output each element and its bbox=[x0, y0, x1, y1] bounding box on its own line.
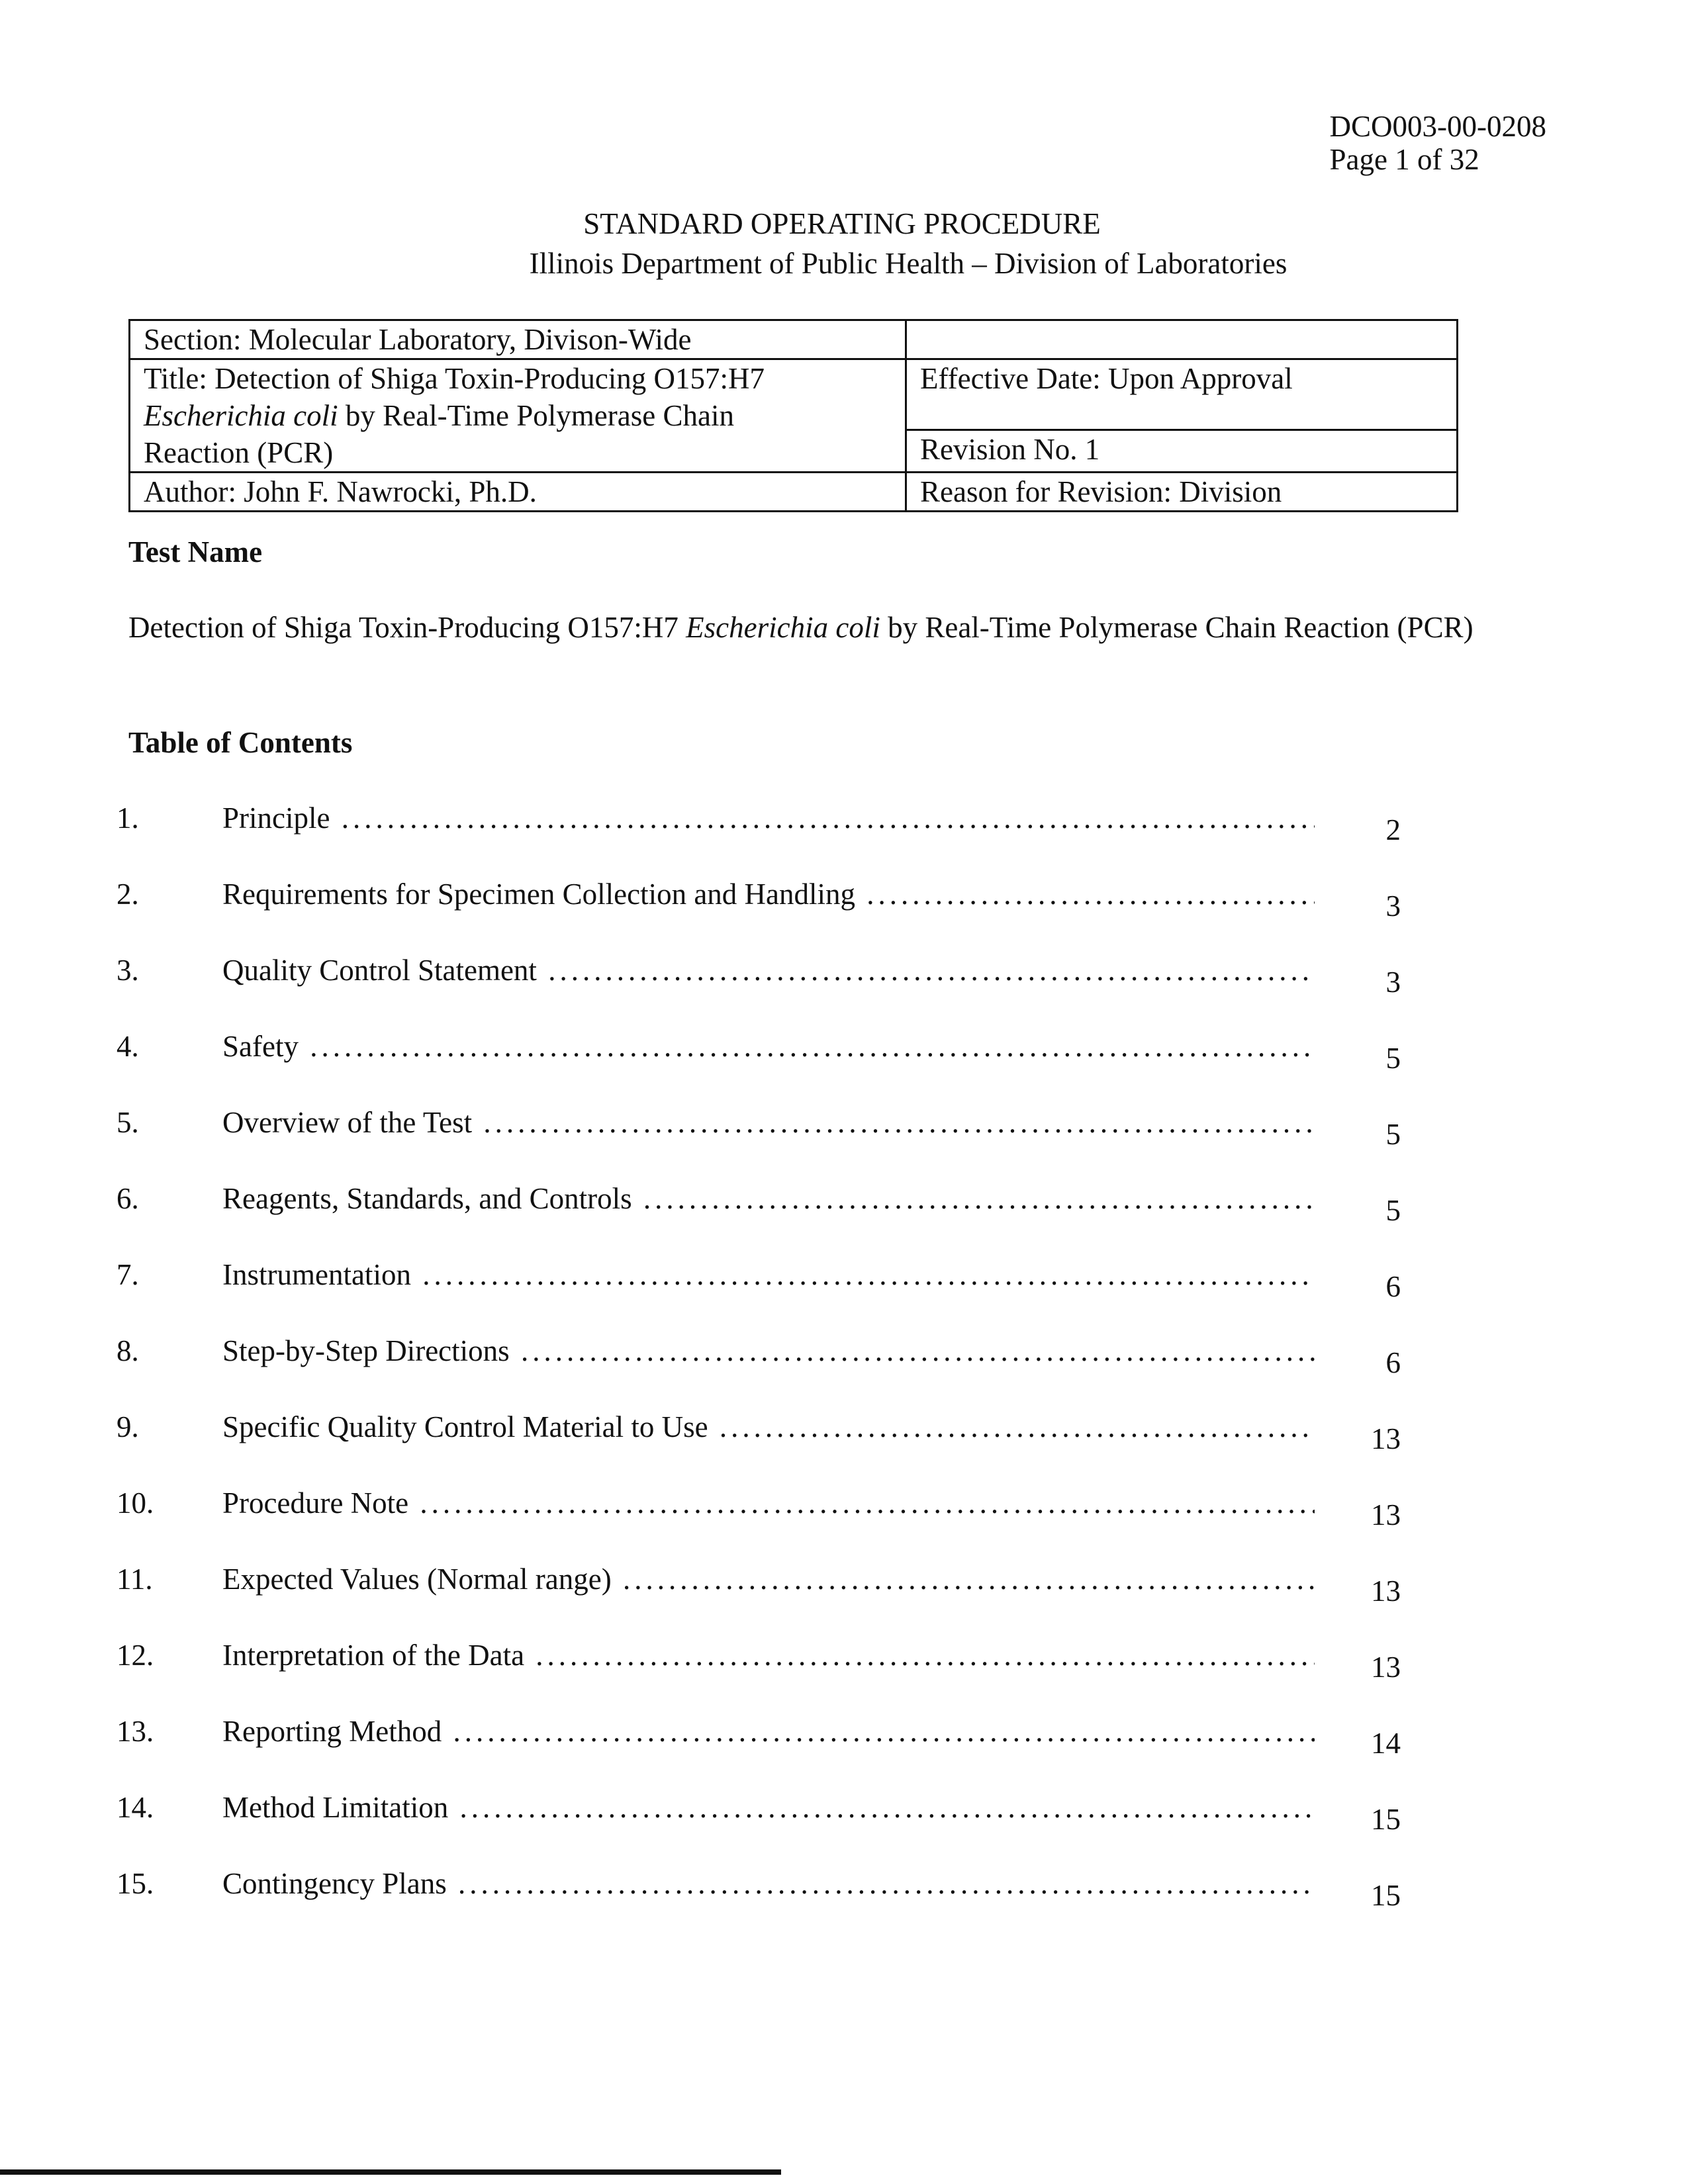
title-text: Title: Detection of Shiga Toxin-Producing O157:H7 bbox=[144, 362, 765, 395]
toc-number: 6. bbox=[117, 1182, 139, 1215]
toc-title: Expected Values (Normal range) ..... bbox=[222, 1562, 1315, 1596]
toc-page-number: 13 bbox=[1371, 1422, 1401, 1455]
toc-page-number: 3 bbox=[1385, 889, 1401, 923]
toc-entry bbox=[117, 1562, 1440, 1638]
toc-page-number: 5 bbox=[1385, 1042, 1401, 1075]
toc-entry bbox=[117, 1866, 1440, 1942]
title-italic: Escherichia coli bbox=[144, 399, 338, 432]
document-header bbox=[0, 204, 1684, 283]
toc-number: 8. bbox=[117, 1334, 139, 1367]
page-number: Page 1 of 32 bbox=[1329, 143, 1479, 176]
info-row bbox=[130, 473, 1458, 512]
toc-entry bbox=[117, 1410, 1440, 1486]
toc-number: 14. bbox=[117, 1791, 154, 1824]
empty-cell bbox=[906, 320, 1458, 359]
table-of-contents bbox=[117, 801, 1440, 1942]
section-cell bbox=[130, 320, 906, 359]
toc-title: Safety ..... bbox=[222, 1029, 1315, 1064]
toc-number: 9. bbox=[117, 1410, 139, 1443]
toc-number: 12. bbox=[117, 1639, 154, 1672]
toc-page-number: 15 bbox=[1371, 1879, 1401, 1912]
toc-page-number: 5 bbox=[1385, 1118, 1401, 1151]
document-code: DCO003-00-0208 bbox=[1329, 110, 1546, 143]
effective-date-cell bbox=[906, 359, 1458, 430]
toc-entry bbox=[117, 877, 1440, 953]
toc-number: 2. bbox=[117, 878, 139, 911]
document-id-block bbox=[1330, 110, 1546, 176]
toc-title: Reporting Method ..... bbox=[222, 1714, 1315, 1749]
toc-number: 13. bbox=[117, 1715, 154, 1748]
toc-entry bbox=[117, 1638, 1440, 1714]
toc-title: Interpretation of the Data ..... bbox=[222, 1638, 1315, 1672]
header-title: STANDARD OPERATING PROCEDURE bbox=[583, 207, 1101, 240]
test-name-text bbox=[128, 609, 1558, 646]
toc-page-number: 13 bbox=[1371, 1651, 1401, 1684]
revision-number: Revision No. 1 bbox=[920, 433, 1100, 466]
title-cell bbox=[130, 359, 906, 473]
info-row bbox=[130, 359, 1458, 430]
toc-page-number: 2 bbox=[1385, 813, 1401, 846]
toc-entry bbox=[117, 1181, 1440, 1257]
title-rest: by Real-Time Polymerase Chain bbox=[338, 399, 734, 432]
toc-title: Quality Control Statement ..... bbox=[222, 953, 1315, 987]
toc-entry bbox=[117, 1105, 1440, 1181]
toc-number: 15. bbox=[117, 1867, 154, 1900]
author-cell bbox=[130, 473, 906, 512]
bottom-rule bbox=[0, 2169, 781, 2175]
toc-heading: Table of Contents bbox=[128, 726, 353, 759]
toc-entry bbox=[117, 1029, 1440, 1105]
toc-title: Specific Quality Control Material to Use ..... bbox=[222, 1410, 1315, 1444]
toc-page-number: 5 bbox=[1385, 1194, 1401, 1227]
toc-title: Principle ..... bbox=[222, 801, 1315, 835]
test-name-part: by Real-Time Polymerase Chain Reaction (PCR) bbox=[880, 611, 1474, 644]
toc-page-number: 15 bbox=[1371, 1803, 1401, 1836]
toc-number: 10. bbox=[117, 1486, 154, 1520]
toc-number: 11. bbox=[117, 1563, 153, 1596]
test-name-heading: Test Name bbox=[128, 535, 263, 569]
toc-entry bbox=[117, 1257, 1440, 1334]
info-row bbox=[130, 320, 1458, 359]
toc-title: Method Limitation ..... bbox=[222, 1790, 1315, 1825]
toc-page-number: 6 bbox=[1385, 1270, 1401, 1303]
effective-date: Effective Date: Upon Approval bbox=[920, 362, 1293, 395]
toc-title: Requirements for Specimen Collection and Handling ..... bbox=[222, 877, 1315, 911]
toc-page-number: 3 bbox=[1385, 966, 1401, 999]
toc-title: Overview of the Test ..... bbox=[222, 1105, 1315, 1140]
toc-number: 5. bbox=[117, 1106, 139, 1139]
author: Author: John F. Nawrocki, Ph.D. bbox=[144, 475, 537, 508]
toc-page-number: 14 bbox=[1371, 1727, 1401, 1760]
title-end: Reaction (PCR) bbox=[144, 436, 334, 469]
toc-title: Contingency Plans ..... bbox=[222, 1866, 1315, 1901]
revision-cell bbox=[906, 430, 1458, 473]
toc-page-number: 13 bbox=[1371, 1498, 1401, 1531]
test-name-part: Detection of Shiga Toxin-Producing O157:H7 bbox=[128, 611, 686, 644]
document-info-table bbox=[128, 319, 1458, 512]
toc-entry bbox=[117, 801, 1440, 877]
test-name-italic: Escherichia coli bbox=[686, 611, 880, 644]
toc-number: 3. bbox=[117, 954, 139, 987]
toc-entry bbox=[117, 1790, 1440, 1866]
revision-reason: Reason for Revision: Division bbox=[920, 475, 1282, 508]
toc-title: Step-by-Step Directions ..... bbox=[222, 1334, 1315, 1368]
toc-entry bbox=[117, 1334, 1440, 1410]
toc-entry bbox=[117, 1714, 1440, 1790]
toc-entry bbox=[117, 953, 1440, 1029]
toc-number: 7. bbox=[117, 1258, 139, 1291]
toc-page-number: 6 bbox=[1385, 1346, 1401, 1379]
toc-title: Instrumentation ..... bbox=[222, 1257, 1315, 1292]
toc-entry bbox=[117, 1486, 1440, 1562]
toc-page-number: 13 bbox=[1371, 1574, 1401, 1608]
header-subtitle: Illinois Department of Public Health – Division of Laboratories bbox=[529, 247, 1287, 280]
toc-number: 4. bbox=[117, 1030, 139, 1063]
section-text: Section: Molecular Laboratory, Divison-Wide bbox=[144, 323, 692, 356]
toc-title: Procedure Note ..... bbox=[222, 1486, 1315, 1520]
toc-title: Reagents, Standards, and Controls ..... bbox=[222, 1181, 1315, 1216]
reason-cell bbox=[906, 473, 1458, 512]
toc-number: 1. bbox=[117, 801, 139, 835]
